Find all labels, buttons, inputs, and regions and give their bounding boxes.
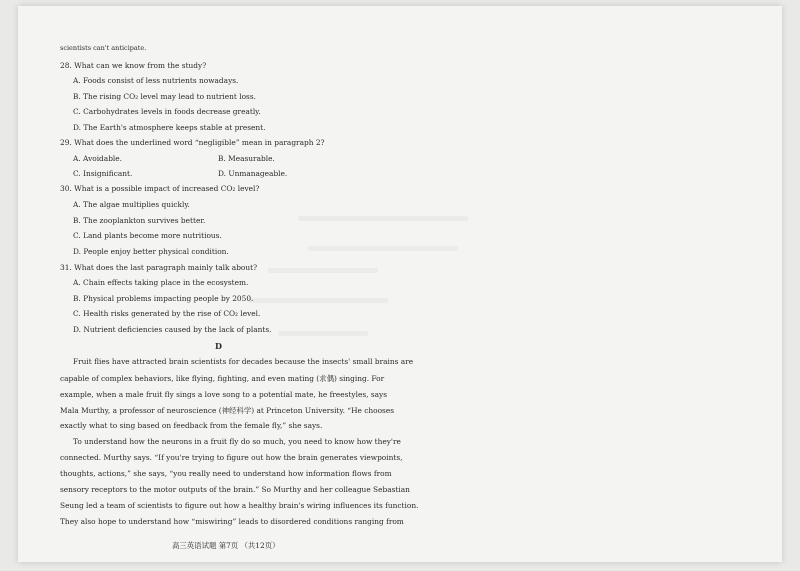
- passage-line: To understand how the neurons in a fruit fly do so much, you need to know how they're: [73, 437, 401, 446]
- q29-option-b: B. Measurable.: [218, 154, 275, 163]
- q31-option-d: D. Nutrient deficiencies caused by the lack of plants.: [73, 325, 272, 334]
- q31-option-a: A. Chain effects taking place in the ecosystem.: [73, 278, 249, 287]
- q28-option-b: B. The rising CO₂ level may lead to nutrient loss.: [73, 92, 256, 101]
- question-30: 30. What is a possible impact of increased CO₂ level?: [60, 184, 260, 193]
- q31-option-c: C. Health risks generated by the rise of CO₂ level.: [73, 309, 261, 318]
- passage-line: example, when a male fruit fly sings a love song to a potential mate, he freestyles, says: [60, 390, 388, 399]
- q29-option-c: C. Insignificant.: [73, 169, 133, 178]
- q29-option-d: D. Unmanageable.: [218, 169, 288, 178]
- passage-line: sensory receptors to the motor outputs of the brain.” So Murthy and her colleague Sebastian: [60, 485, 410, 494]
- q28-option-a: A. Foods consist of less nutrients nowadays.: [73, 76, 239, 85]
- intro-line: scientists can't anticipate.: [60, 44, 147, 52]
- passage-line: Fruit flies have attracted brain scientists for decades because the insects' small brains are: [73, 357, 414, 366]
- question-31: 31. What does the last paragraph mainly talk about?: [60, 263, 258, 272]
- question-29: 29. What does the underlined word “negligible” mean in paragraph 2?: [60, 138, 325, 147]
- page-footer: 高三英语试题 第7页 （共12页）: [172, 541, 280, 550]
- passage-line: connected. Murthy says. “If you're trying to figure out how the brain generates viewpoints,: [60, 453, 403, 462]
- q31-option-b: B. Physical problems impacting people by 2050.: [73, 294, 254, 303]
- q28-option-c: C. Carbohydrates levels in foods decrease greatly.: [73, 107, 261, 116]
- question-28: 28. What can we know from the study?: [60, 61, 207, 70]
- q30-option-c: C. Land plants become more nutritious.: [73, 231, 222, 240]
- q30-option-a: A. The algae multiplies quickly.: [73, 200, 190, 209]
- passage-line: capable of complex behaviors, like flying, fighting, and even mating (求偶) singing. For: [60, 374, 385, 383]
- passage-line: They also hope to understand how “miswiring” leads to disordered conditions ranging from: [60, 517, 404, 526]
- q30-option-d: D. People enjoy better physical condition.: [73, 247, 229, 256]
- q30-option-b: B. The zooplankton survives better.: [73, 216, 206, 225]
- passage-line: Mala Murthy, a professor of neuroscience (神经科学) at Princeton University. “He chooses: [60, 406, 395, 415]
- section-heading: D: [215, 341, 222, 351]
- q29-option-a: A. Avoidable.: [73, 154, 123, 163]
- passage-line: thoughts, actions,” she says, “you really need to understand how information flows from: [60, 469, 392, 478]
- passage-line: Seung led a team of scientists to figure out how a healthy brain's wiring influences its function.: [60, 501, 419, 510]
- q28-option-d: D. The Earth's atmosphere keeps stable at present.: [73, 123, 266, 132]
- passage-line: exactly what to sing based on feedback from the female fly,” she says.: [60, 421, 323, 430]
